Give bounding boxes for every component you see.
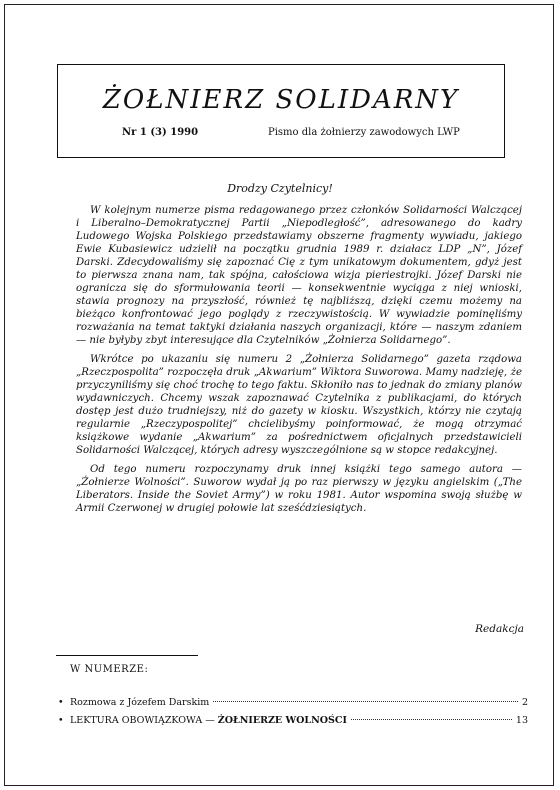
issue-number: Nr 1 (3) 1990 <box>122 127 199 138</box>
bullet-icon: • <box>58 715 64 726</box>
toc-item-page: 2 <box>521 697 528 708</box>
toc-item-label: Rozmowa z Józefem Darskim <box>70 697 210 708</box>
page-title: ŻOŁNIERZ SOLIDARNY <box>102 85 460 115</box>
letter-paragraph: W kolejnym numerze pisma redagowanego przez członków Solidarności Walczącej i Liberalno–Demokratycznej Partii „Niepodległość”, adresowanego do kadry Ludowego Wojska Polskiego przedstawiamy obszerne fragmenty wywiadu, jakiego Ewie Kubasiewicz udzielił na początku grudnia 1989 r. działacz LDP „N”, Józef Darski. Zdecydowaliśmy się zapoznać Cię z tym unikatowym dokumentem, gdyż jest to pierwsza znana nam, tak spójna, całościowa wizja pieriestrojki. Józef Darski nie ogranicza się do sformułowania teorii — konsekwentnie wyciąga z niej wnioski, stawia prognozy na przyszłość, również tę najbliższą, dzięki czemu możemy na bieżąco konfrontować jego poglądy z rzeczywistością. W wywiadzie pominęliśmy rozważania na temat taktyki działania naszych organizacji, które — naszym zdaniem — nie byłyby zbyt interesujące dla Czytelników „Żołnierza Solidarnego”. <box>76 205 522 346</box>
editorial-letter <box>76 204 522 515</box>
toc-item-label: LEKTURA OBOWIĄZKOWA — ŻOŁNIERZE WOLNOŚCI <box>70 715 347 726</box>
bullet-icon: • <box>58 697 64 708</box>
toc-item-page: 13 <box>515 715 528 726</box>
toc-item[interactable] <box>58 715 528 726</box>
section-divider <box>56 655 198 656</box>
letter-paragraph: Wkrótce po ukazaniu się numeru 2 „Żołnierza Solidarnego” gazeta rządowa „Rzeczpospolita” rozpoczęła druk „Akwarium” Wiktora Suworowa. Mamy nadzieję, że przyczyniliśmy się choć trochę to tego faktu. Skłoniło nas to jednak do zmiany planów wydawniczych. Chcemy wszak zapoznawać Czytelnika z publikacjami, do których dostęp jest dużo trudniejszy, niż do gazety w kiosku. Wszystkich, którzy nie czytają regularnie „Rzeczypospolitej” chcielibyśmy poinformować, że mogą otrzymać książkowe wydanie „Akwarium” za pośrednictwem oficjalnych przedstawicieli Solidarności Walczącej, których adresy wyszczególnione są w stopce redakcyjnej. <box>76 354 522 456</box>
toc-leader-dots <box>213 701 518 702</box>
tagline: Pismo dla żołnierzy zawodowych LWP <box>268 127 460 138</box>
letter-signature: Redakcja <box>475 623 524 635</box>
toc-item[interactable] <box>58 697 528 708</box>
letter-paragraph: Od tego numeru rozpoczynamy druk innej książki tego samego autora — „Żołnierze Wolności”. Suworow wydał ją po raz pierwszy w języku angielskim („The Liberators. Inside the Soviet Army”) w roku 1981. Autor wspomina swoją służbę w Armii Czerwonej w drugiej połowie lat sześćdziesiątych. <box>76 464 522 514</box>
letter-greeting: Drodzy Czytelnicy! <box>227 182 333 195</box>
toc-heading: W NUMERZE: <box>70 664 149 675</box>
toc-leader-dots <box>351 719 512 720</box>
masthead <box>57 64 505 158</box>
